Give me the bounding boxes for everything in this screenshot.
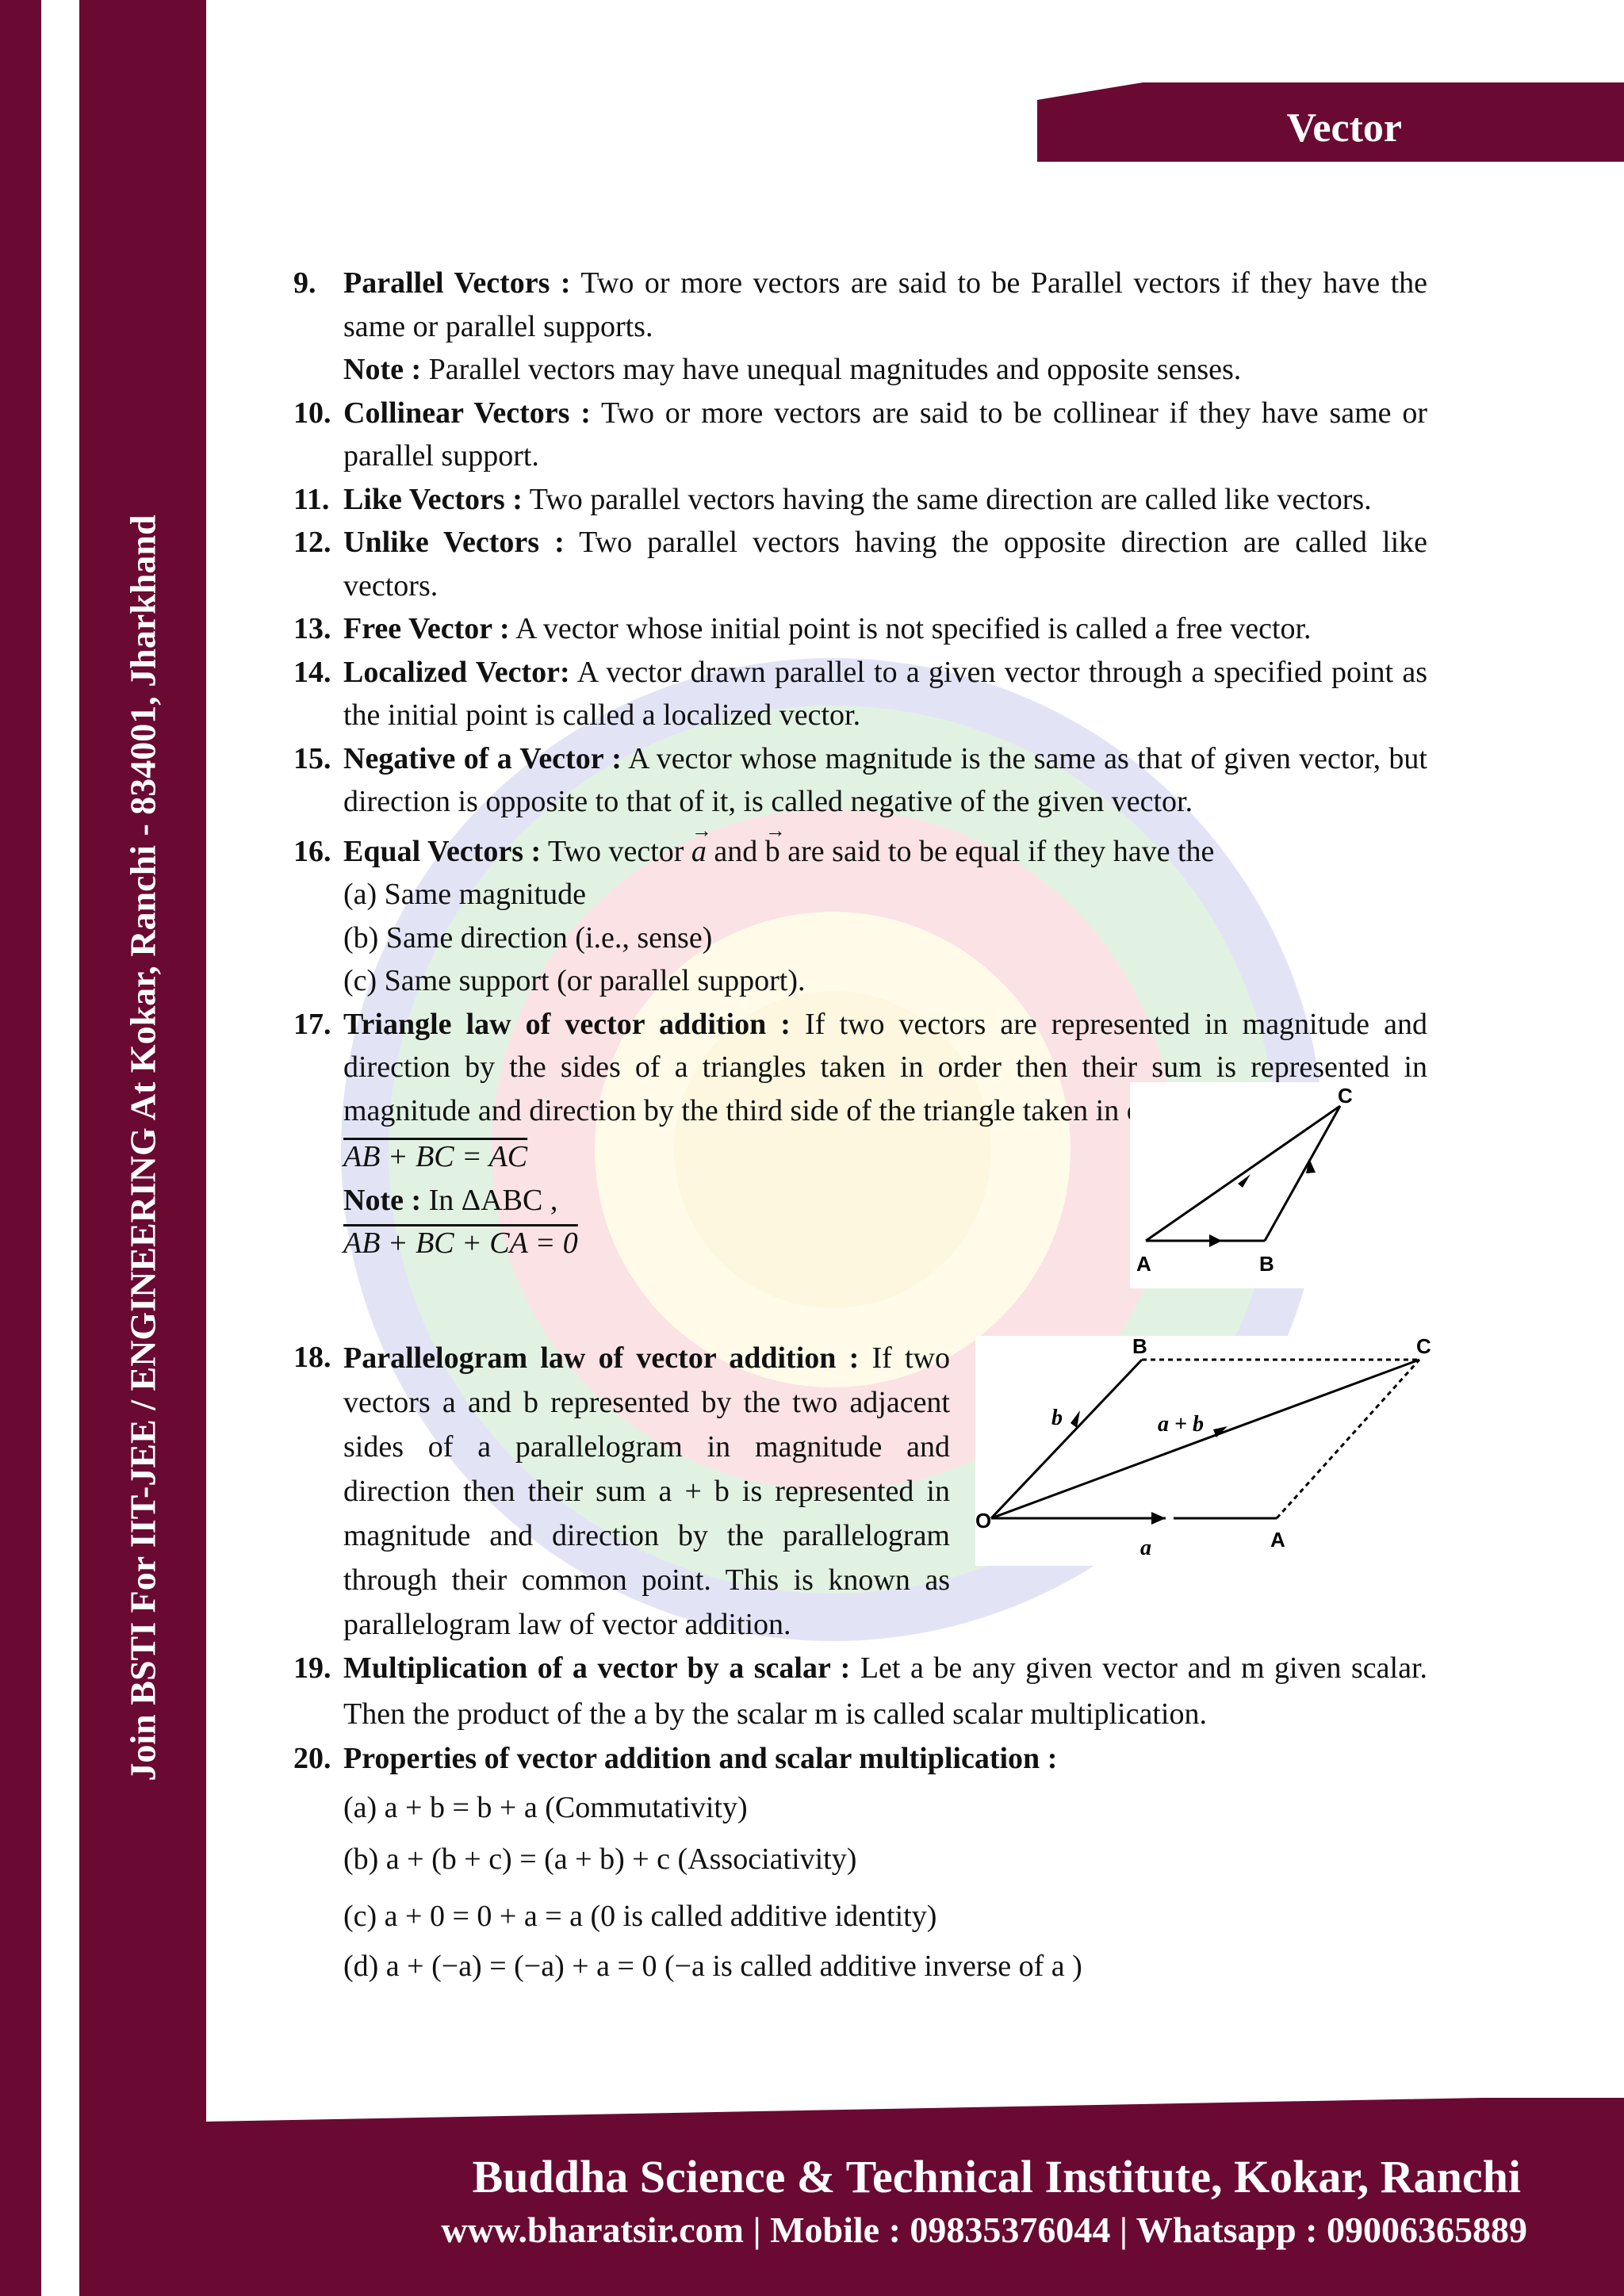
equation-triangle-zero: AB + BC + CA = 0: [343, 1226, 578, 1260]
list-item-scalar-multiplication: [293, 1645, 1427, 1737]
item-term: Equal Vectors :: [343, 834, 542, 868]
item-number: 14.: [293, 655, 331, 689]
item-term: Properties of vector addition and scalar multiplication :: [343, 1741, 1058, 1775]
item-number: 11.: [293, 482, 330, 516]
item-term: Parallelogram law of vector addition :: [343, 1341, 860, 1375]
list-item-parallelogram-law: [293, 1335, 1431, 1645]
equation-triangle-sum: AB + BC = AC: [343, 1140, 528, 1173]
item-text: If two vectors are represented in magnitude and direction by the sides of a triangles taken in order then their sum is represented in magnitude and direction by the third side of the triangle taken in opposite order.: [343, 1007, 1427, 1127]
item-number: 20.: [293, 1741, 331, 1775]
item-term: Free Vector :: [343, 612, 510, 645]
item-number: 17.: [293, 1007, 331, 1041]
parallelogram-law-figure: [975, 1336, 1435, 1566]
item-number: 15.: [293, 741, 331, 775]
item-text: A vector whose initial point is not specified is called a free vector.: [509, 612, 1312, 645]
item-text: and: [706, 834, 765, 868]
item-term: Triangle law of vector addition :: [343, 1007, 791, 1041]
item-term: Negative of a Vector :: [343, 741, 622, 775]
left-border-strip: [0, 0, 41, 2296]
list-item-triangle-law: [293, 1003, 1427, 1336]
item-term: Localized Vector:: [343, 655, 570, 689]
item-text: If two vectors a and b represented by the two adjacent sides of a parallelogram in magnitude and direction then their sum a + b is represented in magnitude and direction by the parallelogram through their common point. This is known as parallelogram law of vector addition.: [343, 1341, 951, 1641]
list-item-negative-vector: [293, 737, 1427, 824]
list-item-localized-vector: [293, 651, 1427, 737]
property-additive-inverse: (d) a + (−a) = (−a) + a = 0 (−a is called additive inverse of a ): [343, 1949, 1082, 1983]
side-banner-text: Join BSTI For IIT-JEE / ENGINEERING At Kokar, Ranchi - 834001, Jharkhand: [122, 515, 163, 1781]
figure-label-b: B: [1259, 1251, 1274, 1276]
list-item-like-vectors: [293, 478, 1427, 522]
item-number: 18.: [293, 1340, 331, 1374]
item-number: 16.: [293, 834, 331, 868]
list-item-vector-properties: [293, 1737, 1427, 1988]
note-text: In ΔABC ,: [421, 1183, 558, 1217]
property-commutativity: (a) a + b = b + a (Commutativity): [343, 1791, 748, 1824]
note-label: Note :: [343, 1183, 422, 1217]
list-item-collinear-vectors: [293, 392, 1427, 478]
figure-label-o: O: [975, 1508, 992, 1533]
list-item-parallel-vectors: [293, 262, 1427, 392]
figure-label-c: C: [1416, 1335, 1431, 1358]
item-number: 12.: [293, 526, 331, 559]
item-text: Two parallel vectors having the same direction are called like vectors.: [522, 482, 1372, 516]
item-number: 10.: [293, 396, 331, 430]
figure-label-a: A: [1136, 1251, 1151, 1276]
sub-item: (a) Same magnitude: [343, 878, 587, 911]
figure-label-vector-sum: a + b: [1158, 1411, 1204, 1437]
list-item-equal-vectors: [293, 830, 1427, 1003]
item-text: Two parallel vectors having the opposite direction are called like vectors.: [343, 526, 1428, 603]
list-item-free-vector: [293, 607, 1427, 651]
item-text: Two vector: [541, 834, 691, 868]
footer-institute-name: Buddha Science & Technical Institute, Kokar, Ranchi: [472, 2151, 1521, 2202]
sub-item: (c) Same support (or parallel support).: [343, 964, 806, 997]
left-border-gap: [41, 0, 79, 2296]
item-number: 9.: [293, 266, 316, 300]
figure-label-vector-b: b: [1051, 1405, 1063, 1430]
main-content: [293, 262, 1431, 1988]
note-label: Note :: [343, 353, 422, 386]
vector-a: → a: [691, 830, 707, 874]
property-associativity: (b) a + (b + c) = (a + b) + c (Associativity): [343, 1842, 857, 1876]
item-term: Unlike Vectors :: [343, 526, 565, 559]
footer-contact-info: www.bharatsir.com | Mobile : 09835376044 | Whatsapp : 09006365889: [441, 2210, 1527, 2250]
vector-b: → b: [765, 830, 780, 874]
item-term: Parallel Vectors :: [343, 266, 571, 300]
sub-item: (b) Same direction (i.e., sense): [343, 920, 713, 955]
item-number: 13.: [293, 612, 331, 645]
item-term: Like Vectors :: [343, 482, 523, 516]
figure-label-vector-a: a: [1140, 1535, 1151, 1560]
property-additive-identity: (c) a + 0 = 0 + a = a (0 is called additive identity): [343, 1900, 937, 1933]
item-text: A vector drawn parallel to a given vector through a specified point as the initial point is called a localized vector.: [343, 655, 1427, 732]
figure-label-c: C: [1338, 1083, 1353, 1108]
figure-label-a: A: [1270, 1527, 1285, 1552]
item-text: Two or more vectors are said to be Parallel vectors if they have the same or parallel supports.: [343, 266, 1427, 343]
triangle-law-figure: [1130, 1082, 1360, 1288]
page-title: Vector: [1286, 105, 1402, 151]
note-text: Parallel vectors may have unequal magnitudes and opposite senses.: [421, 353, 1242, 386]
item-term: Multiplication of a vector by a scalar :: [343, 1651, 851, 1685]
item-number: 19.: [293, 1651, 331, 1685]
figure-label-b: B: [1132, 1335, 1147, 1358]
item-text: Let a be any given vector and m given scalar. Then the product of the a by the scalar m is called scalar multiplication.: [343, 1651, 1428, 1731]
item-text: are said to be equal if they have the: [779, 834, 1215, 868]
item-text: Two or more vectors are said to be collinear if they have same or parallel support.: [343, 396, 1427, 473]
list-item-unlike-vectors: [293, 521, 1427, 607]
item-text: A vector whose magnitude is the same as that of given vector, but direction is opposite to that of it, is called negative of the given vector.: [343, 741, 1427, 818]
item-term: Collinear Vectors :: [343, 396, 591, 430]
